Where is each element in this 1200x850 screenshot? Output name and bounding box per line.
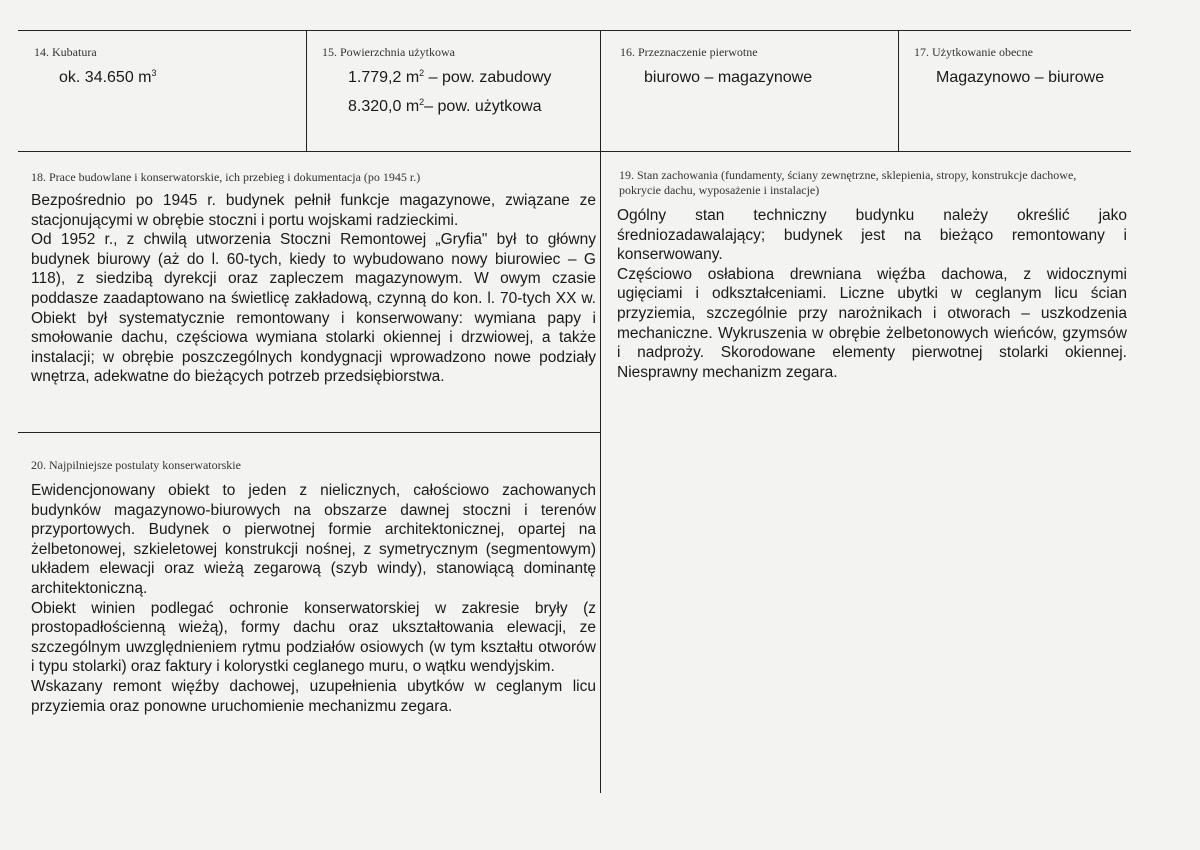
section-19-text <box>617 206 1127 382</box>
field-17-label: 17. Użytkowanie obecne <box>914 45 1033 59</box>
section-20-paragraph: Obiekt winien podlegać ochronie konserwatorskiej w zakresie bryły (z prostopadłościenną wieżą), formy dachu oraz ukształtowania elewacji, ze szczególnym uwzględnieniem rytmu podziałów osiowych (w tym kształtu otworów i typu stolarki) oraz faktury i kolorystki ceglanego muru, o wątku wendyjskim. <box>31 599 596 676</box>
field-15-line-uzytkowa: 8.320,0 $m^2-$ pow. użytkowa <box>348 97 542 115</box>
section-20-label: 20. Najpilniejsze postulaty konserwatorskie <box>31 458 241 472</box>
field-15-powierzchnia <box>322 45 597 145</box>
table-border-row1 <box>18 151 1131 152</box>
field-16-przeznaczenie <box>620 45 892 145</box>
field-14-label: 14. Kubatura <box>34 45 97 59</box>
field-17-uzytkowanie <box>914 45 1129 145</box>
section-18-paragraph: Od 1952 r., z chwilą utworzenia Stoczni Remontowej „Gryfia" był to główny budynek biurowy (aż do l. 60-tych, kiedy to wybudowano nowy biurowiec – G 118), z siedzibą dyrekcji oraz zapleczem magazynowym. W owym czasie poddasze zaadaptowano na świetlicę zakładową, czynną do kon. l. 70-tych XX w. Obiekt był systematycznie remontowany i konserwowany: wymiana papy i smołowanie dachu, częściowa wymiana stolarki okiennej i drzwiowej, a także instalacji; w obrębie poszczególnych kondygnacji wprowadzono nowe podziały wnętrza, adekwatne do bieżących potrzeb przedsiębiorstwa. <box>31 231 596 386</box>
section-19-paragraph: Częściowo osłabiona drewniana więźba dachowa, z widocznymi ugięciami i odkształceniami. Liczne ubytki w ceglanym licu ścian przyziemia, szczególnie przy narożnikach i otworach – uszkodzenia mechaniczne. Wykruszenia w obrębie żelbetonowych wieńców, gzymsów i nadproży. Skorodowane elementy pierwotnej stolarki okiennej. Niesprawny mechanizm zegara. <box>617 265 1127 381</box>
table-divider-14-15 <box>306 30 307 151</box>
field-15-label: 15. Powierzchnia użytkowa <box>322 45 455 59</box>
field-14-kubatura <box>34 45 299 145</box>
field-16-label: 16. Przeznaczenie pierwotne <box>620 45 758 59</box>
section-20-postulaty <box>31 458 596 788</box>
section-18-paragraph: Bezpośrednio po 1945 r. budynek pełnił funkcje magazynowe, związane ze stacjonującymi w obrębie stoczni i portu wojskami radzieckimi. <box>31 192 596 229</box>
section-19-paragraph: Ogólny stan techniczny budynku należy określić jako średniozadawalający; budynek jest na bieżąco remontowany i konserwowany. <box>617 207 1127 264</box>
section-18-prace <box>31 170 596 428</box>
field-14-value: ok. 34.650 $m^3$ <box>59 68 157 86</box>
section-18-text <box>31 191 596 387</box>
table-divider-center <box>600 30 601 793</box>
section-20-paragraph: Wskazany remont więźby dachowej, uzupełnienia ubytków w ceglanym licu przyziemia oraz ponowne uruchomienie mechanizmu zegara. <box>31 677 596 715</box>
field-16-value: biurowo – magazynowe <box>644 69 813 86</box>
section-19-stan <box>617 168 1127 428</box>
section-20-text <box>31 481 596 716</box>
table-divider-16-17 <box>898 30 899 151</box>
field-17-value: Magazynowo – biurowe <box>936 69 1105 86</box>
field-15-line-zabudowy: 1.779,2 $m^2$ – pow. zabudowy <box>348 68 552 86</box>
section-20-paragraph: Ewidencjonowany obiekt to jeden z nielicznych, całościowo zachowanych budynków magazynowo-biurowych na obszarze dawnej stoczni i terenów przyportowych. Budynek o pierwotnej formie architektonicznej, opartej na żelbetonowej, szkieletowej konstrukcji nośnej, z symetrycznym (segmentowym) układem elewacji oraz wieżą zegarową (szyb windy), stanowiącą dominantę architektoniczną. <box>31 482 596 597</box>
section-18-label: 18. Prace budowlane i konserwatorskie, ich przebieg i dokumentacja (po 1945 r.) <box>31 170 421 184</box>
table-border-top <box>18 30 1131 31</box>
section-19-label: 19. Stan zachowania (fundamenty, ściany zewnętrzne, sklepienia, stropy, konstrukcje dachowe, pokrycie dachu, wyposażenie i instalacje) <box>619 168 1077 197</box>
table-border-row2 <box>18 432 600 433</box>
